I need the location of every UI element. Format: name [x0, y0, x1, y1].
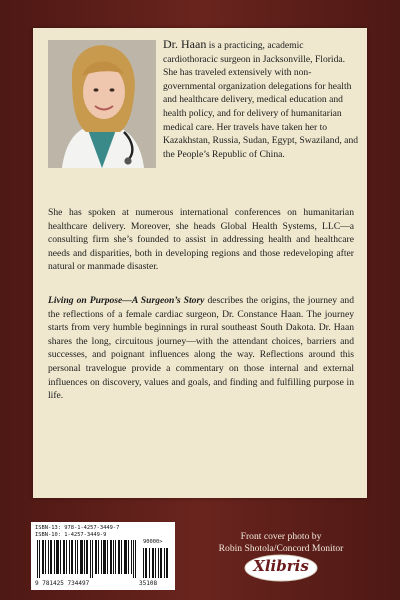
barcode-digits: 9 781425 734497 [35, 580, 90, 587]
isbn-10: ISBN-10: 1-4257-3449-9 [35, 532, 107, 538]
photo-credit [196, 531, 366, 555]
author-photo [48, 40, 156, 168]
author-bio-second: She has spoken at numerous international conferences on humanitarian healthcare delivery. Moreover, she heads Global Health Systems, LLC—a consulting firm she’s founded to assist in addressing health and healthcare needs and disparities, both in developing regions and those redeveloping after natural or manmade disaster. [48, 207, 354, 273]
isbn-13: ISBN-13: 978-1-4257-3449-7 [35, 525, 120, 531]
barcode-bars [35, 540, 171, 582]
publisher-name: Xlibris [253, 557, 309, 575]
author-portrait-image [48, 40, 156, 168]
publisher-logo [243, 553, 319, 583]
photo-credit-line2: Robin Shotola/Concord Monitor [218, 543, 344, 554]
book-description [48, 294, 354, 403]
author-name: Dr. Haan [163, 37, 207, 51]
barcode-addon-digits: 35108 [139, 580, 158, 587]
barcode [31, 522, 175, 590]
book-description-text: describes the origins, the journey and the reflections of a female cardiac surgeon, Dr. Constance Haan. The journey starts from very humble beginnings in rural southeast South Dakota. Dr. Haan shares the long, circuitous journey—with the attendant choices, barriers and successes, and poignant influences along the way. Reflections around this personal travelogue provide a commentary on those internal and external influences on discovery, values and goals, and finding and fulfilling purpose in life. [48, 295, 354, 402]
photo-credit-line1: Front cover photo by [240, 531, 322, 542]
author-bio-intro [163, 38, 359, 161]
text-panel [33, 28, 367, 498]
book-title: Living on Purpose—A Surgeon’s Story [48, 295, 205, 306]
barcode-addon-price: 90000> [143, 539, 163, 545]
author-bio-intro-text: is a practicing, academic cardiothoracic surgeon in Jacksonville, Florida. She has traveled extensively with non-governmental organization delegations for health and healthcare delivery, medical education and health policy, and for delivery of humanitarian medical care. Her travels have taken her to Kazakhstan, Russia, Sudan, Egypt, Swaziland, and the People’s Republic of China. [163, 40, 359, 160]
